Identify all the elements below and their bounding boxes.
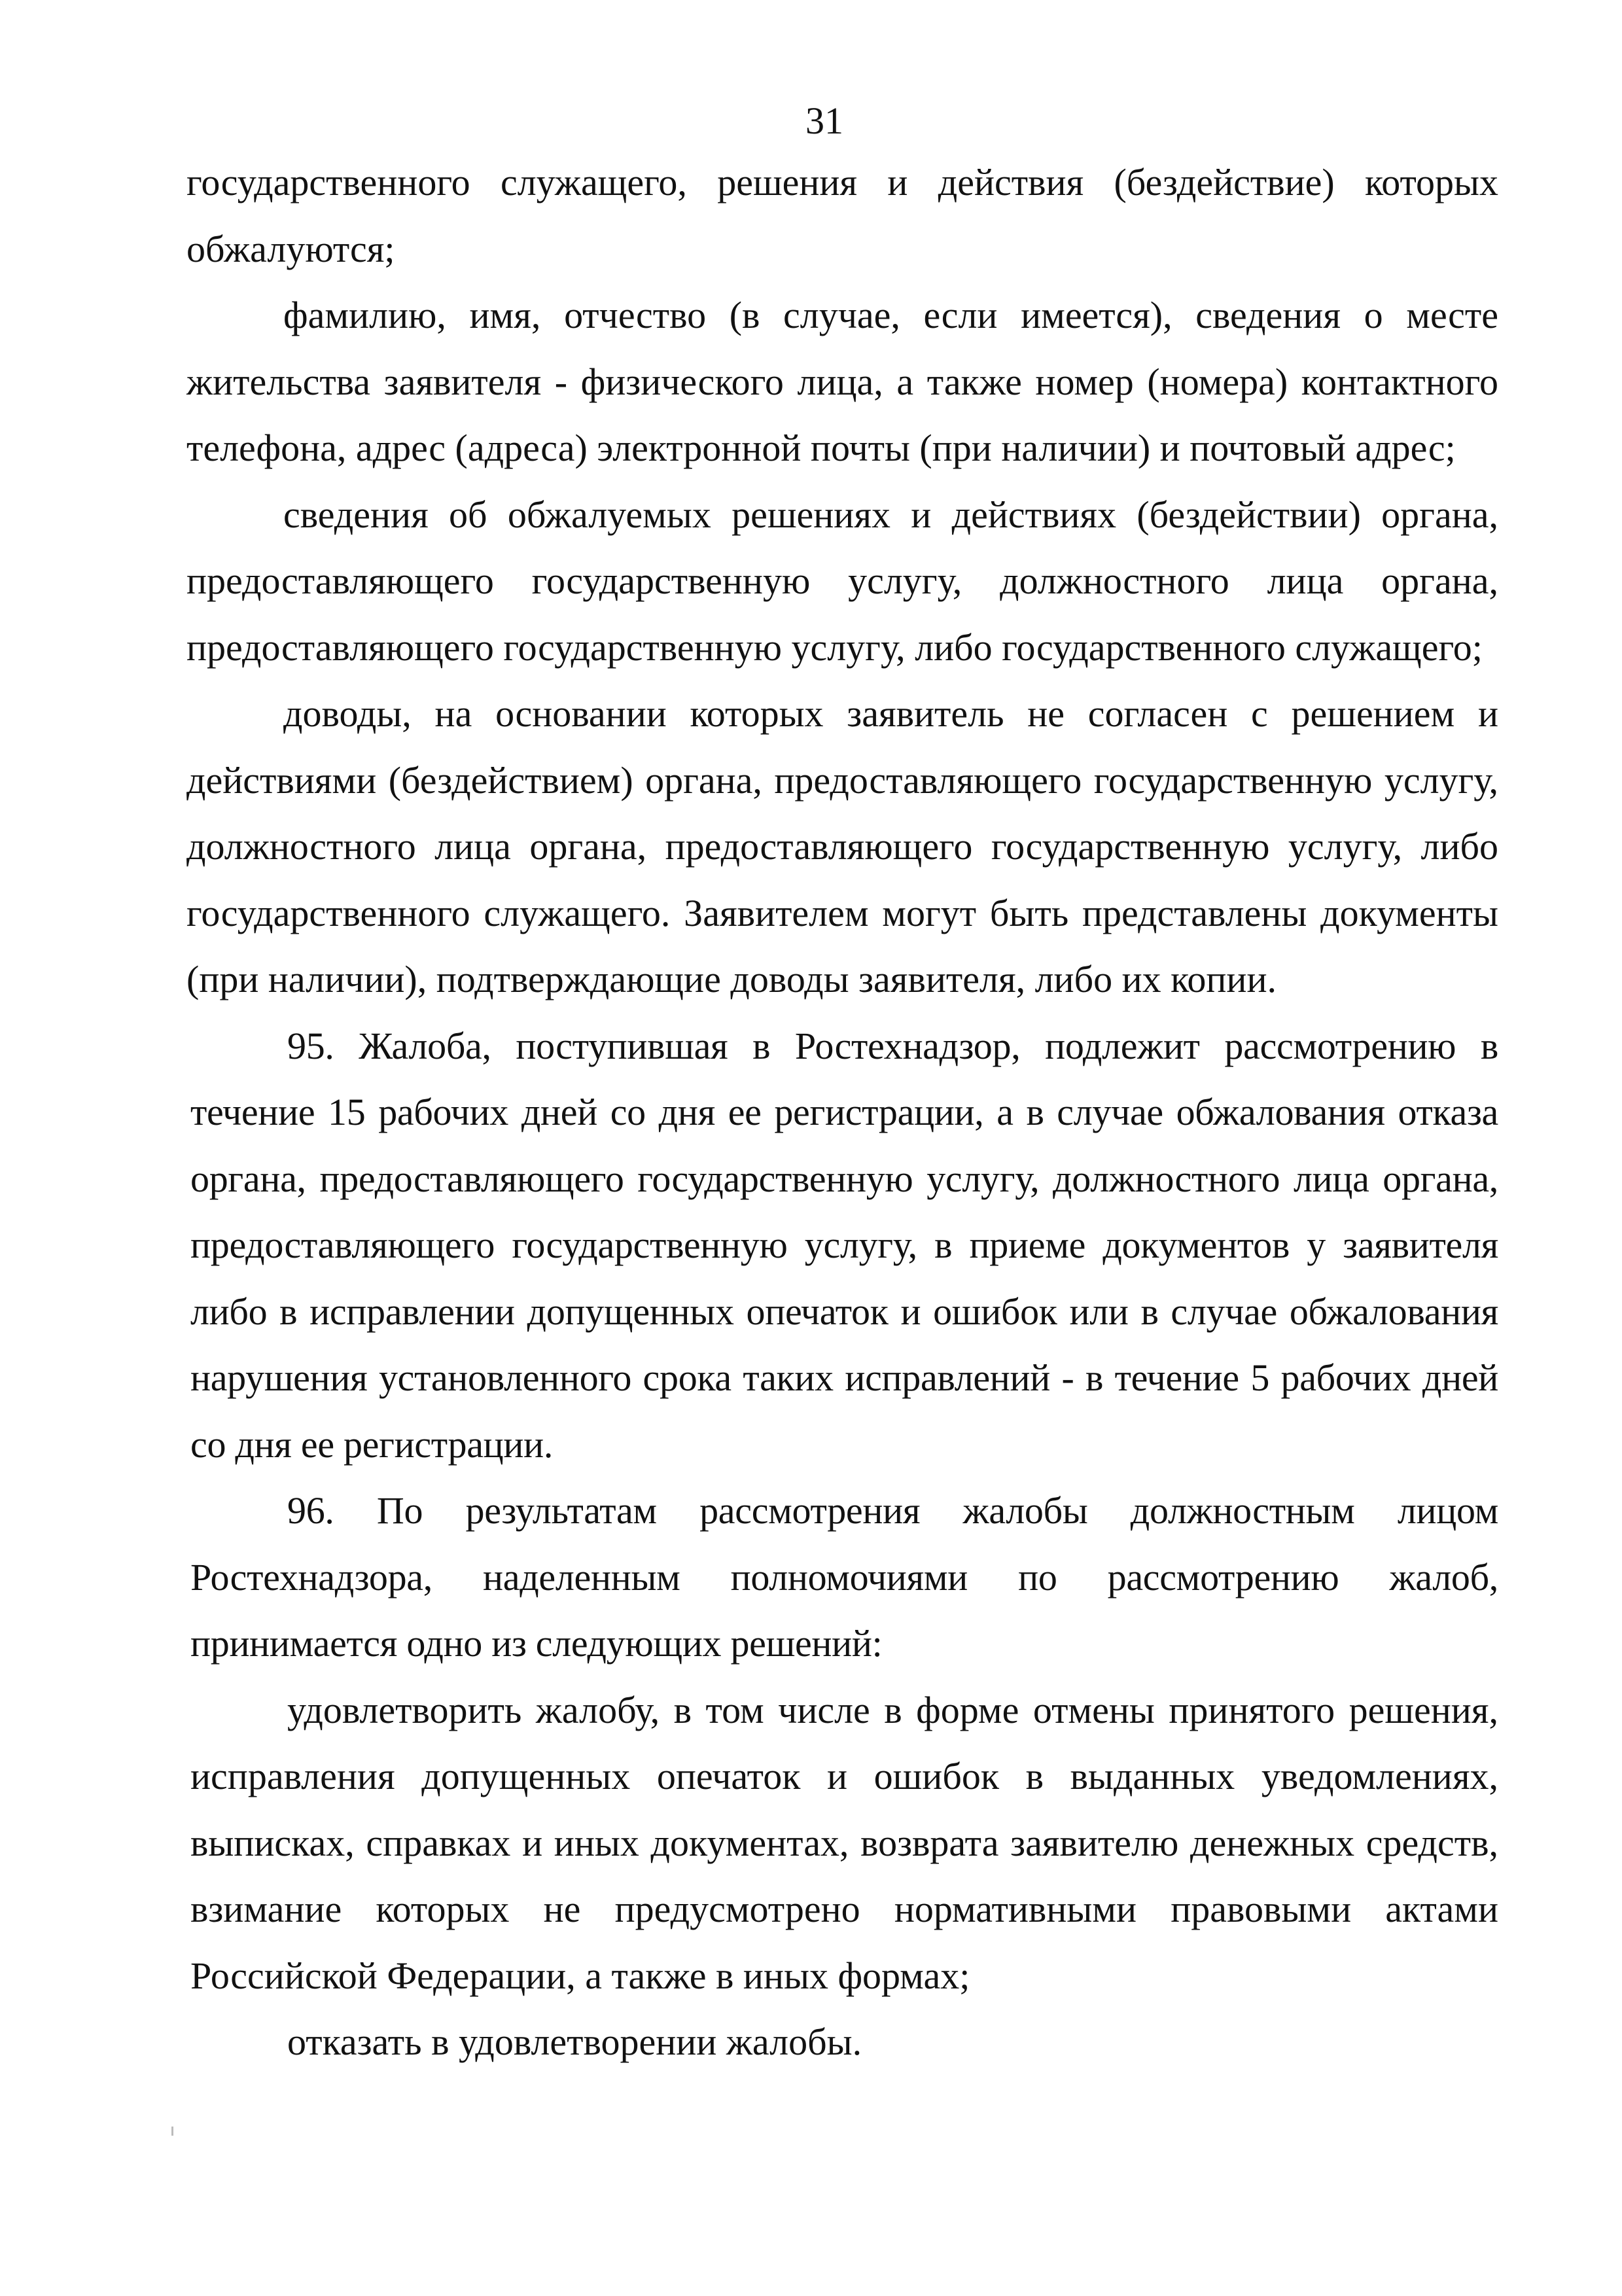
page-number: 31 bbox=[805, 99, 843, 142]
paragraph-continuation: государственного служащего, решения и действия (бездействие) которых обжалуются; bbox=[186, 161, 1498, 270]
paragraph-reject-complaint: отказать в удовлетворении жалобы. bbox=[287, 2021, 862, 2063]
document-body bbox=[186, 149, 1498, 2075]
paragraph-applicant-name: фамилию, имя, отчество (в случае, если имеется), сведения о месте жительства заявителя - физического лица, а также номер (номера) контактного телефона, адрес (адреса) электронной почты (при наличии) и почтовый адрес; bbox=[186, 294, 1498, 469]
paragraph-satisfy-complaint: удовлетворить жалобу, в том числе в форме отмены принятого решения, исправления допущенных опечаток и ошибок в выданных уведомлениях, выписках, справках и иных документах, возврата заявителю денежных средств, взимание которых не предусмотрено нормативными правовыми актами Российской Федерации, а также в иных формах; bbox=[190, 1688, 1498, 1997]
scan-artifact bbox=[171, 2127, 173, 2136]
paragraph-item-95: 95. Жалоба, поступившая в Ростехнадзор, подлежит рассмотрению в течение 15 рабочих дней со дня ее регистрации, а в случае обжалования отказа органа, предоставляющего государственную услугу, должностного лица органа, предоставляющего государственную услугу, в приеме документов у заявителя либо в исправлении допущенных опечаток и ошибок или в случае обжалования нарушения установленного срока таких исправлений - в течение 5 рабочих дней со дня ее регистрации. bbox=[190, 1024, 1498, 1466]
paragraph-arguments: доводы, на основании которых заявитель не согласен с решением и действиями (бездействием) органа, предоставляющего государственную услугу, должностного лица органа, предоставляющего государственную услугу, либо государственного служащего. Заявителем могут быть представлены документы (при наличии), подтверждающие доводы заявителя, либо их копии. bbox=[186, 692, 1498, 1000]
paragraph-appealed-decisions: сведения об обжалуемых решениях и действиях (бездействии) органа, предоставляющего государственную услугу, должностного лица органа, предоставляющего государственную услугу, либо государственного служащего; bbox=[186, 493, 1498, 669]
paragraph-item-96: 96. По результатам рассмотрения жалобы должностным лицом Ростехнадзора, наделенным полномочиями по рассмотрению жалоб, принимается одно из следующих решений: bbox=[190, 1489, 1498, 1665]
